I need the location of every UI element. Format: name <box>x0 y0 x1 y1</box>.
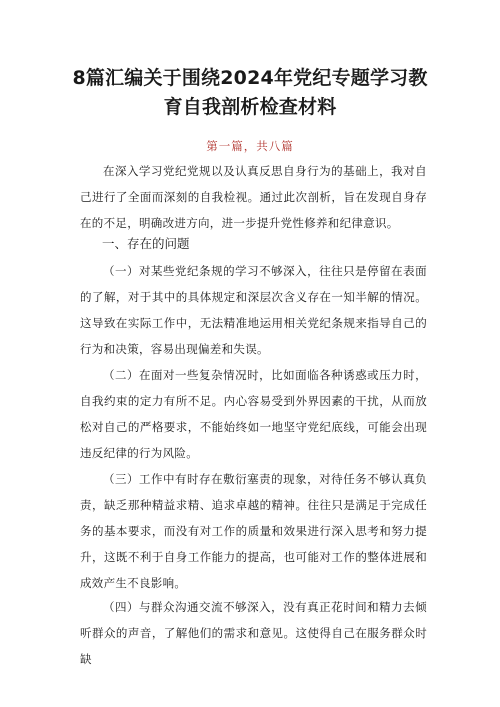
problem-paragraph-4-block <box>80 594 427 672</box>
problem-paragraph-3-block <box>80 466 427 596</box>
intro-paragraph: 在深入学习党纪党规以及认真反思自身行为的基础上，我对自己进行了全面而深刻的自我检视。通过此次剖析，旨在发现自身存在的不足，明确改进方向，进一步提升党性修养和纪律意识。 <box>80 164 427 230</box>
document-title <box>60 64 440 122</box>
problem-paragraph-1: （一）对某些党纪条规的学习不够深入，往往只是停留在表面的了解，对于其中的具体规定和深层次含义存在一知半解的情况。这导致在实际工作中，无法精准地运用相关党纪条规来指导自己的行为和决策，容易出现偏差和失误。 <box>80 264 427 356</box>
title-line-1: 8篇汇编关于围绕2024年党纪专题学习教 <box>72 67 428 89</box>
problem-paragraph-4: （四）与群众沟通交流不够深入，没有真正花时间和精力去倾听群众的声音，了解他们的需求和意见。这使得自己在服务群众时缺 <box>80 600 427 666</box>
document-subtitle: 第一篇，共八篇 <box>206 139 294 153</box>
section-heading: 一、存在的问题 <box>102 236 190 251</box>
problem-paragraph-2: （二）在面对一些复杂情况时，比如面临各种诱惑或压力时，自我约束的定力有所不足。内心容易受到外界因素的干扰，从而放松对自己的严格要求，不能始终如一地坚守党纪底线，可能会出现违反纪律的行为风险。 <box>80 368 427 460</box>
problem-paragraph-3: （三）工作中有时存在敷衍塞责的现象，对待任务不够认真负责，缺乏那种精益求精、追求卓越的精神。往往只是满足于完成任务的基本要求，而没有对工作的质量和效果进行深入思考和努力提升，这既不利于自身工作能力的提高，也可能对工作的整体进展和成效产生不良影响。 <box>80 472 427 590</box>
intro-block <box>80 158 427 236</box>
problem-paragraph-2-block <box>80 362 427 466</box>
title-line-2: 育自我剖析检查材料 <box>163 96 337 118</box>
problem-paragraph-1-block <box>80 258 427 362</box>
